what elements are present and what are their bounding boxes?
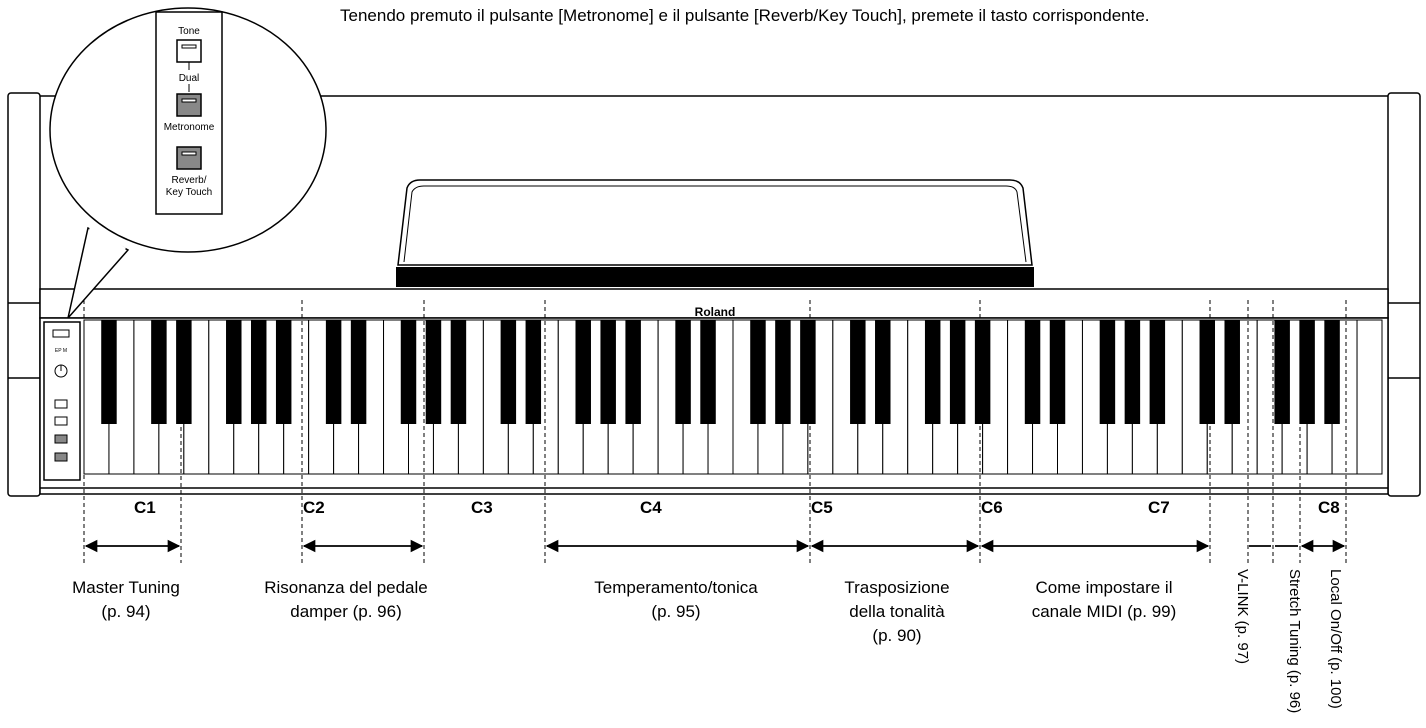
instruction-text: Tenendo premuto il pulsante [Metronome] e il pulsante [Reverb/Key Touch], premete il tasto corrispondente. — [340, 6, 1150, 25]
black-key — [775, 320, 790, 424]
octave-label-c5: C5 — [811, 498, 833, 517]
zoom-reverb-label-1: Reverb/ — [171, 175, 207, 186]
label-master-tuning-1: Master Tuning — [72, 578, 180, 597]
label-midi-channel-2: canale MIDI (p. 99) — [1031, 602, 1177, 621]
label-transpose-2: della tonalità — [849, 602, 945, 621]
black-key — [1224, 320, 1239, 424]
black-key — [451, 320, 466, 424]
label-midi-channel-1: Come impostare il — [1035, 578, 1173, 597]
label-master-tuning-2: (p. 94) — [101, 602, 151, 621]
black-key — [800, 320, 815, 424]
label-temperament-2: (p. 95) — [651, 602, 701, 621]
black-key — [1100, 320, 1115, 424]
octave-label-c1: C1 — [134, 498, 156, 517]
roland-logo: Roland — [694, 305, 736, 319]
black-key — [176, 320, 191, 424]
octave-labels — [134, 498, 1340, 517]
label-stretch-tuning: Stretch Tuning (p. 96) — [1286, 569, 1303, 714]
zoom-callout — [50, 8, 326, 318]
black-key — [151, 320, 166, 424]
octave-label-c2: C2 — [303, 498, 325, 517]
black-key — [326, 320, 341, 424]
black-key — [226, 320, 241, 424]
black-key — [600, 320, 615, 424]
white-key — [1357, 320, 1382, 474]
black-key — [426, 320, 441, 424]
black-key — [575, 320, 590, 424]
black-key — [850, 320, 865, 424]
black-key — [675, 320, 690, 424]
zoom-dual-label: Dual — [178, 73, 200, 84]
black-key — [501, 320, 516, 424]
black-key — [700, 320, 715, 424]
black-key — [276, 320, 291, 424]
black-key — [925, 320, 940, 424]
black-key — [1125, 320, 1140, 424]
zoom-metronome-label: Metronome — [163, 122, 215, 133]
function-labels — [72, 578, 1176, 645]
black-key — [625, 320, 640, 424]
octave-label-c6: C6 — [981, 498, 1003, 517]
zoom-metronome-button — [177, 94, 201, 116]
black-key — [401, 320, 416, 424]
black-key — [1025, 320, 1040, 424]
black-key — [1150, 320, 1165, 424]
black-key — [351, 320, 366, 424]
zoom-reverb-label-2: Key Touch — [165, 187, 213, 198]
black-key — [1324, 320, 1339, 424]
black-key — [1274, 320, 1289, 424]
keyboard — [84, 320, 1382, 474]
label-damper-resonance-2: damper (p. 96) — [290, 602, 402, 621]
black-key — [526, 320, 541, 424]
zoom-tone-button — [177, 40, 201, 62]
zoom-reverb-button — [177, 147, 201, 169]
vertical-labels — [1234, 569, 1344, 713]
black-key — [1050, 320, 1065, 424]
svg-text:EP M: EP M — [54, 348, 68, 354]
black-key — [1299, 320, 1314, 424]
black-key — [975, 320, 990, 424]
black-key — [1200, 320, 1215, 424]
black-key — [750, 320, 765, 424]
label-temperament-1: Temperamento/tonica — [594, 578, 758, 597]
label-transpose-3: (p. 90) — [872, 626, 922, 645]
music-rest — [396, 180, 1034, 287]
black-key — [101, 320, 116, 424]
label-local-onoff: Local On/Off (p. 100) — [1327, 569, 1344, 709]
label-damper-resonance-1: Risonanza del pedale — [264, 578, 428, 597]
black-key — [950, 320, 965, 424]
black-key — [251, 320, 266, 424]
octave-label-c8: C8 — [1318, 498, 1340, 517]
octave-label-c3: C3 — [471, 498, 493, 517]
zoom-tone-label: Tone — [178, 26, 200, 37]
octave-label-c4: C4 — [640, 498, 662, 517]
label-transpose-1: Trasposizione — [844, 578, 950, 597]
octave-label-c7: C7 — [1148, 498, 1170, 517]
black-key — [875, 320, 890, 424]
label-v-link: V-LINK (p. 97) — [1234, 569, 1251, 665]
